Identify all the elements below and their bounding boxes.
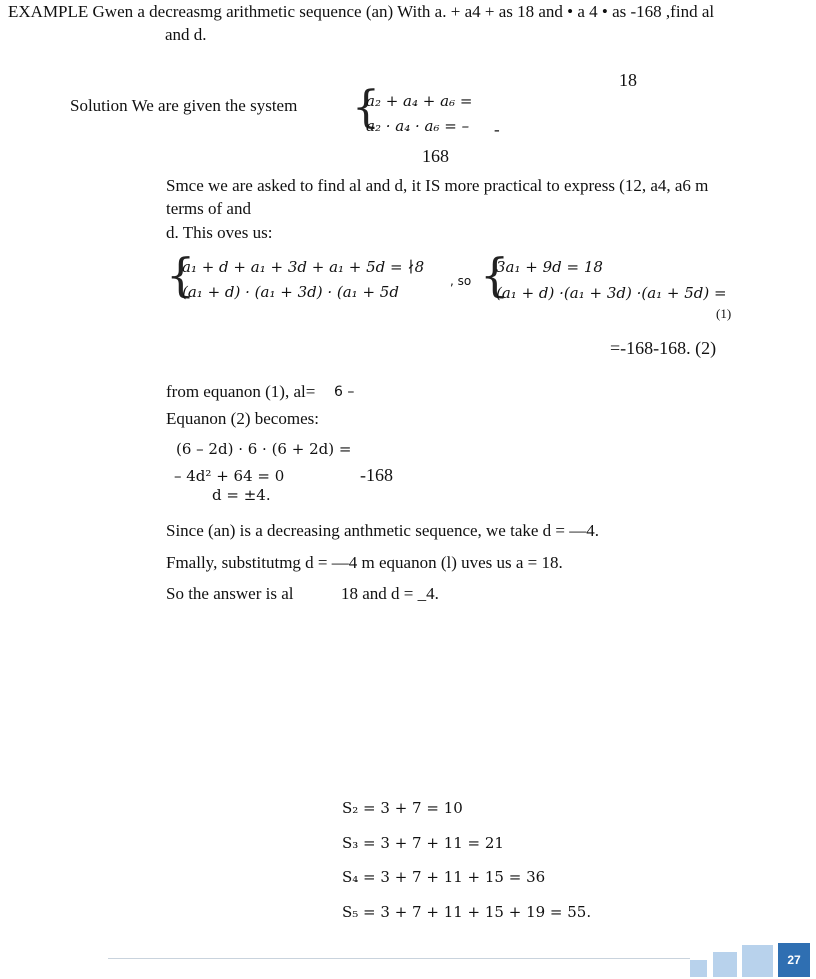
solution-label: Solution We are given the system — [70, 96, 298, 115]
from-equation-value: 6 – — [334, 384, 355, 400]
work-line-2: – 4d² + 64 = 0 — [174, 467, 285, 485]
paragraph-line-2: terms of and — [166, 199, 251, 218]
left-system-brace: { — [166, 248, 196, 302]
work-line-1: (6 – 2d) · 6 · (6 + 2d) = — [176, 440, 352, 458]
system-dash: - — [494, 120, 500, 139]
left-system-eq-2: (a₁ + d) · (a₁ + 3d) · (a₁ + 5d — [182, 283, 399, 301]
left-system-eq-1: a₁ + d + a₁ + 3d + a₁ + 5d = ∤8 — [182, 258, 425, 276]
paragraph-line-1: Smce we are asked to find al and d, it IS more practical to express (12, a4, a6 m — [166, 176, 709, 195]
footer-square-medium — [713, 952, 737, 977]
answer-right: 18 and d = _4. — [341, 584, 439, 603]
work-value-168: -168 — [360, 465, 393, 485]
equation-tag-1: (1) — [716, 306, 732, 321]
footer-square-large — [742, 945, 773, 977]
right-system-brace: { — [480, 248, 510, 302]
value-168: 168 — [422, 146, 449, 166]
page-number: 27 — [778, 943, 810, 977]
system-eq-1: a₂ + a₄ + a₆ = — [366, 92, 473, 110]
sum-line: S₂ = 3 + 7 = 10 — [342, 799, 463, 817]
answer-left: So the answer is al — [166, 584, 294, 603]
example-line-1: EXAMPLE Gwen a decreasmg arithmetic sequence (an) With a. + a4 + as 18 and • a 4 • as -168 ,find al — [8, 2, 715, 21]
footer-rule — [108, 958, 690, 959]
sum-line: S₃ = 3 + 7 + 11 = 21 — [342, 834, 504, 852]
sum-line: S₅ = 3 + 7 + 11 + 15 + 19 = 55. — [342, 903, 592, 921]
system-eq-2: a₂ · a₄ · a₆ = – — [366, 117, 470, 135]
so-label: , so — [450, 274, 472, 288]
paragraph-line-3: d. This oves us: — [166, 223, 273, 242]
equation-line-2: =-168-168. (2) — [610, 338, 717, 358]
right-system-eq-2: (a₁ + d) ·(a₁ + 3d) ·(a₁ + 5d) = — [496, 284, 727, 302]
example-line-2: and d. — [165, 25, 207, 44]
sum-line: S₄ = 3 + 7 + 11 + 15 = 36 — [342, 868, 546, 886]
footer-square-small — [690, 960, 707, 977]
equation-2-becomes: Equanon (2) becomes: — [166, 409, 319, 428]
work-line-3: d = ±4. — [212, 486, 271, 504]
system-brace: { — [352, 82, 380, 133]
right-system-eq-1: 3a₁ + 9d = 18 — [496, 258, 603, 276]
floating-number-18: 18 — [619, 70, 637, 90]
since-line: Since (an) is a decreasing anthmetic sequence, we take d = —4. — [166, 521, 600, 540]
finally-line: Fmally, substitutmg d = —4 m equanon (l) uves us a = 18. — [166, 553, 563, 572]
from-equation-text: from equanon (1), al= — [166, 382, 316, 401]
